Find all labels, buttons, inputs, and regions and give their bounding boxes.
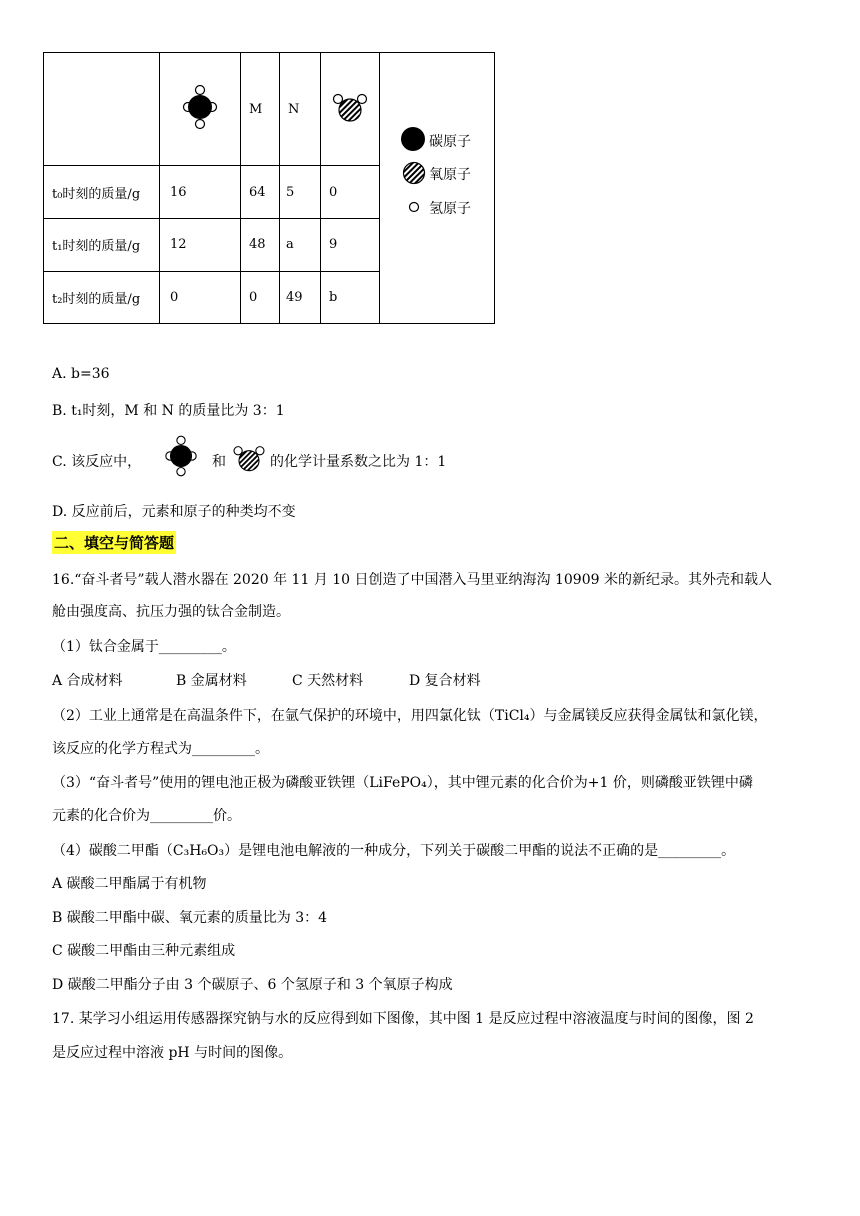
table-corner-cell xyxy=(44,53,160,166)
cell-value: 5 xyxy=(280,166,321,218)
oxygen-atom-icon xyxy=(402,161,426,185)
option-c-prefix: C. 该反应中， xyxy=(52,454,142,470)
cell-value: 64 xyxy=(241,166,280,218)
legend-oxygen: 氧原子 xyxy=(429,167,471,183)
cell-value: a xyxy=(280,218,321,271)
q17-line1: 17. 某学习小组运用传感器探究钠与水的反应得到如下图像，其中图 1 是反应过程中溶液温度与时间的图像，图 2 xyxy=(52,1011,754,1027)
cell-value: b xyxy=(321,271,380,323)
option-d: D. 反应前后，元素和原子的种类均不变 xyxy=(52,504,296,520)
header-ch4-molecule xyxy=(160,53,241,166)
q16-part4-option-d: D 碳酸二甲酯分子由 3 个碳原子、6 个氢原子和 3 个氧原子构成 xyxy=(52,977,453,993)
header-m: M xyxy=(241,53,280,166)
q16-part4: （4）碳酸二甲酯（C₃H₆O₃）是锂电池电解液的一种成分，下列关于碳酸二甲酯的说法不正确的是_________。 xyxy=(52,843,736,859)
cell-value: 49 xyxy=(280,271,321,323)
legend-hydrogen: 氢原子 xyxy=(429,201,471,217)
section-title: 二、填空与简答题 xyxy=(52,531,176,554)
q16-part4-option-b: B 碳酸二甲酯中碳、氧元素的质量比为 3：4 xyxy=(52,910,328,926)
cell-value: 0 xyxy=(160,271,241,323)
q16-part1-option-d: D 复合材料 xyxy=(409,673,481,689)
methane-molecule-icon xyxy=(158,433,204,479)
q16-part1: （1）钛合金属于_________。 xyxy=(52,639,236,655)
q16-part1-option-b: B 金属材料 xyxy=(176,673,247,689)
q17-line2: 是反应过程中溶液 pH 与时间的图像。 xyxy=(52,1045,293,1061)
row-label: t₀时刻的质量/g xyxy=(44,166,160,218)
cell-value: 0 xyxy=(321,166,380,218)
option-c-suffix: 的化学计量系数之比为 1：1 xyxy=(270,454,447,470)
q16-part1-option-c: C 天然材料 xyxy=(292,673,364,689)
mass-table xyxy=(43,52,495,324)
header-water-molecule xyxy=(321,53,380,166)
q16-part3-line2: 元素的化合价为_________价。 xyxy=(52,808,241,824)
cell-value: 12 xyxy=(160,218,241,271)
option-b: B. t₁时刻，M 和 N 的质量比为 3：1 xyxy=(52,403,285,419)
q16-part2-line1: （2）工业上通常是在高温条件下，在氩气保护的环境中，用四氯化钛（TiCl₄）与金属镁反应获得金属钛和氯化镁， xyxy=(52,708,768,724)
water-molecule-icon xyxy=(328,89,372,125)
header-n: N xyxy=(280,53,321,166)
carbon-atom-icon xyxy=(400,126,426,152)
option-a: A. b=36 xyxy=(52,366,110,382)
row-label: t₂时刻的质量/g xyxy=(44,271,160,323)
q16-part2-line2: 该反应的化学方程式为_________。 xyxy=(52,741,269,757)
q16-part1-option-a: A 合成材料 xyxy=(52,673,123,689)
q16-stem-line1: 16.“奋斗者号”载人潜水器在 2020 年 11 月 10 日创造了中国潜入马里亚纳海沟 10909 米的新纪录。其外壳和载人 xyxy=(52,572,772,588)
option-c-and: 和 xyxy=(212,454,226,470)
legend-cell xyxy=(380,53,495,324)
legend-carbon: 碳原子 xyxy=(429,134,471,150)
cell-value: 16 xyxy=(160,166,241,218)
q16-part3-line1: （3）“奋斗者号”使用的锂电池正极为磷酸亚铁锂（LiFePO₄），其中锂元素的化合价为+1 价，则磷酸亚铁锂中磷 xyxy=(52,775,753,791)
water-molecule-icon xyxy=(229,441,269,475)
cell-value: 9 xyxy=(321,218,380,271)
methane-molecule-icon xyxy=(175,84,225,130)
cell-value: 48 xyxy=(241,218,280,271)
hydrogen-atom-icon xyxy=(408,201,420,213)
q16-part4-option-c: C 碳酸二甲酯由三种元素组成 xyxy=(52,943,236,959)
cell-value: 0 xyxy=(241,271,280,323)
q16-stem-line2: 舱由强度高、抗压力强的钛合金制造。 xyxy=(52,604,290,620)
row-label: t₁时刻的质量/g xyxy=(44,218,160,271)
q16-part4-option-a: A 碳酸二甲酯属于有机物 xyxy=(52,876,207,892)
